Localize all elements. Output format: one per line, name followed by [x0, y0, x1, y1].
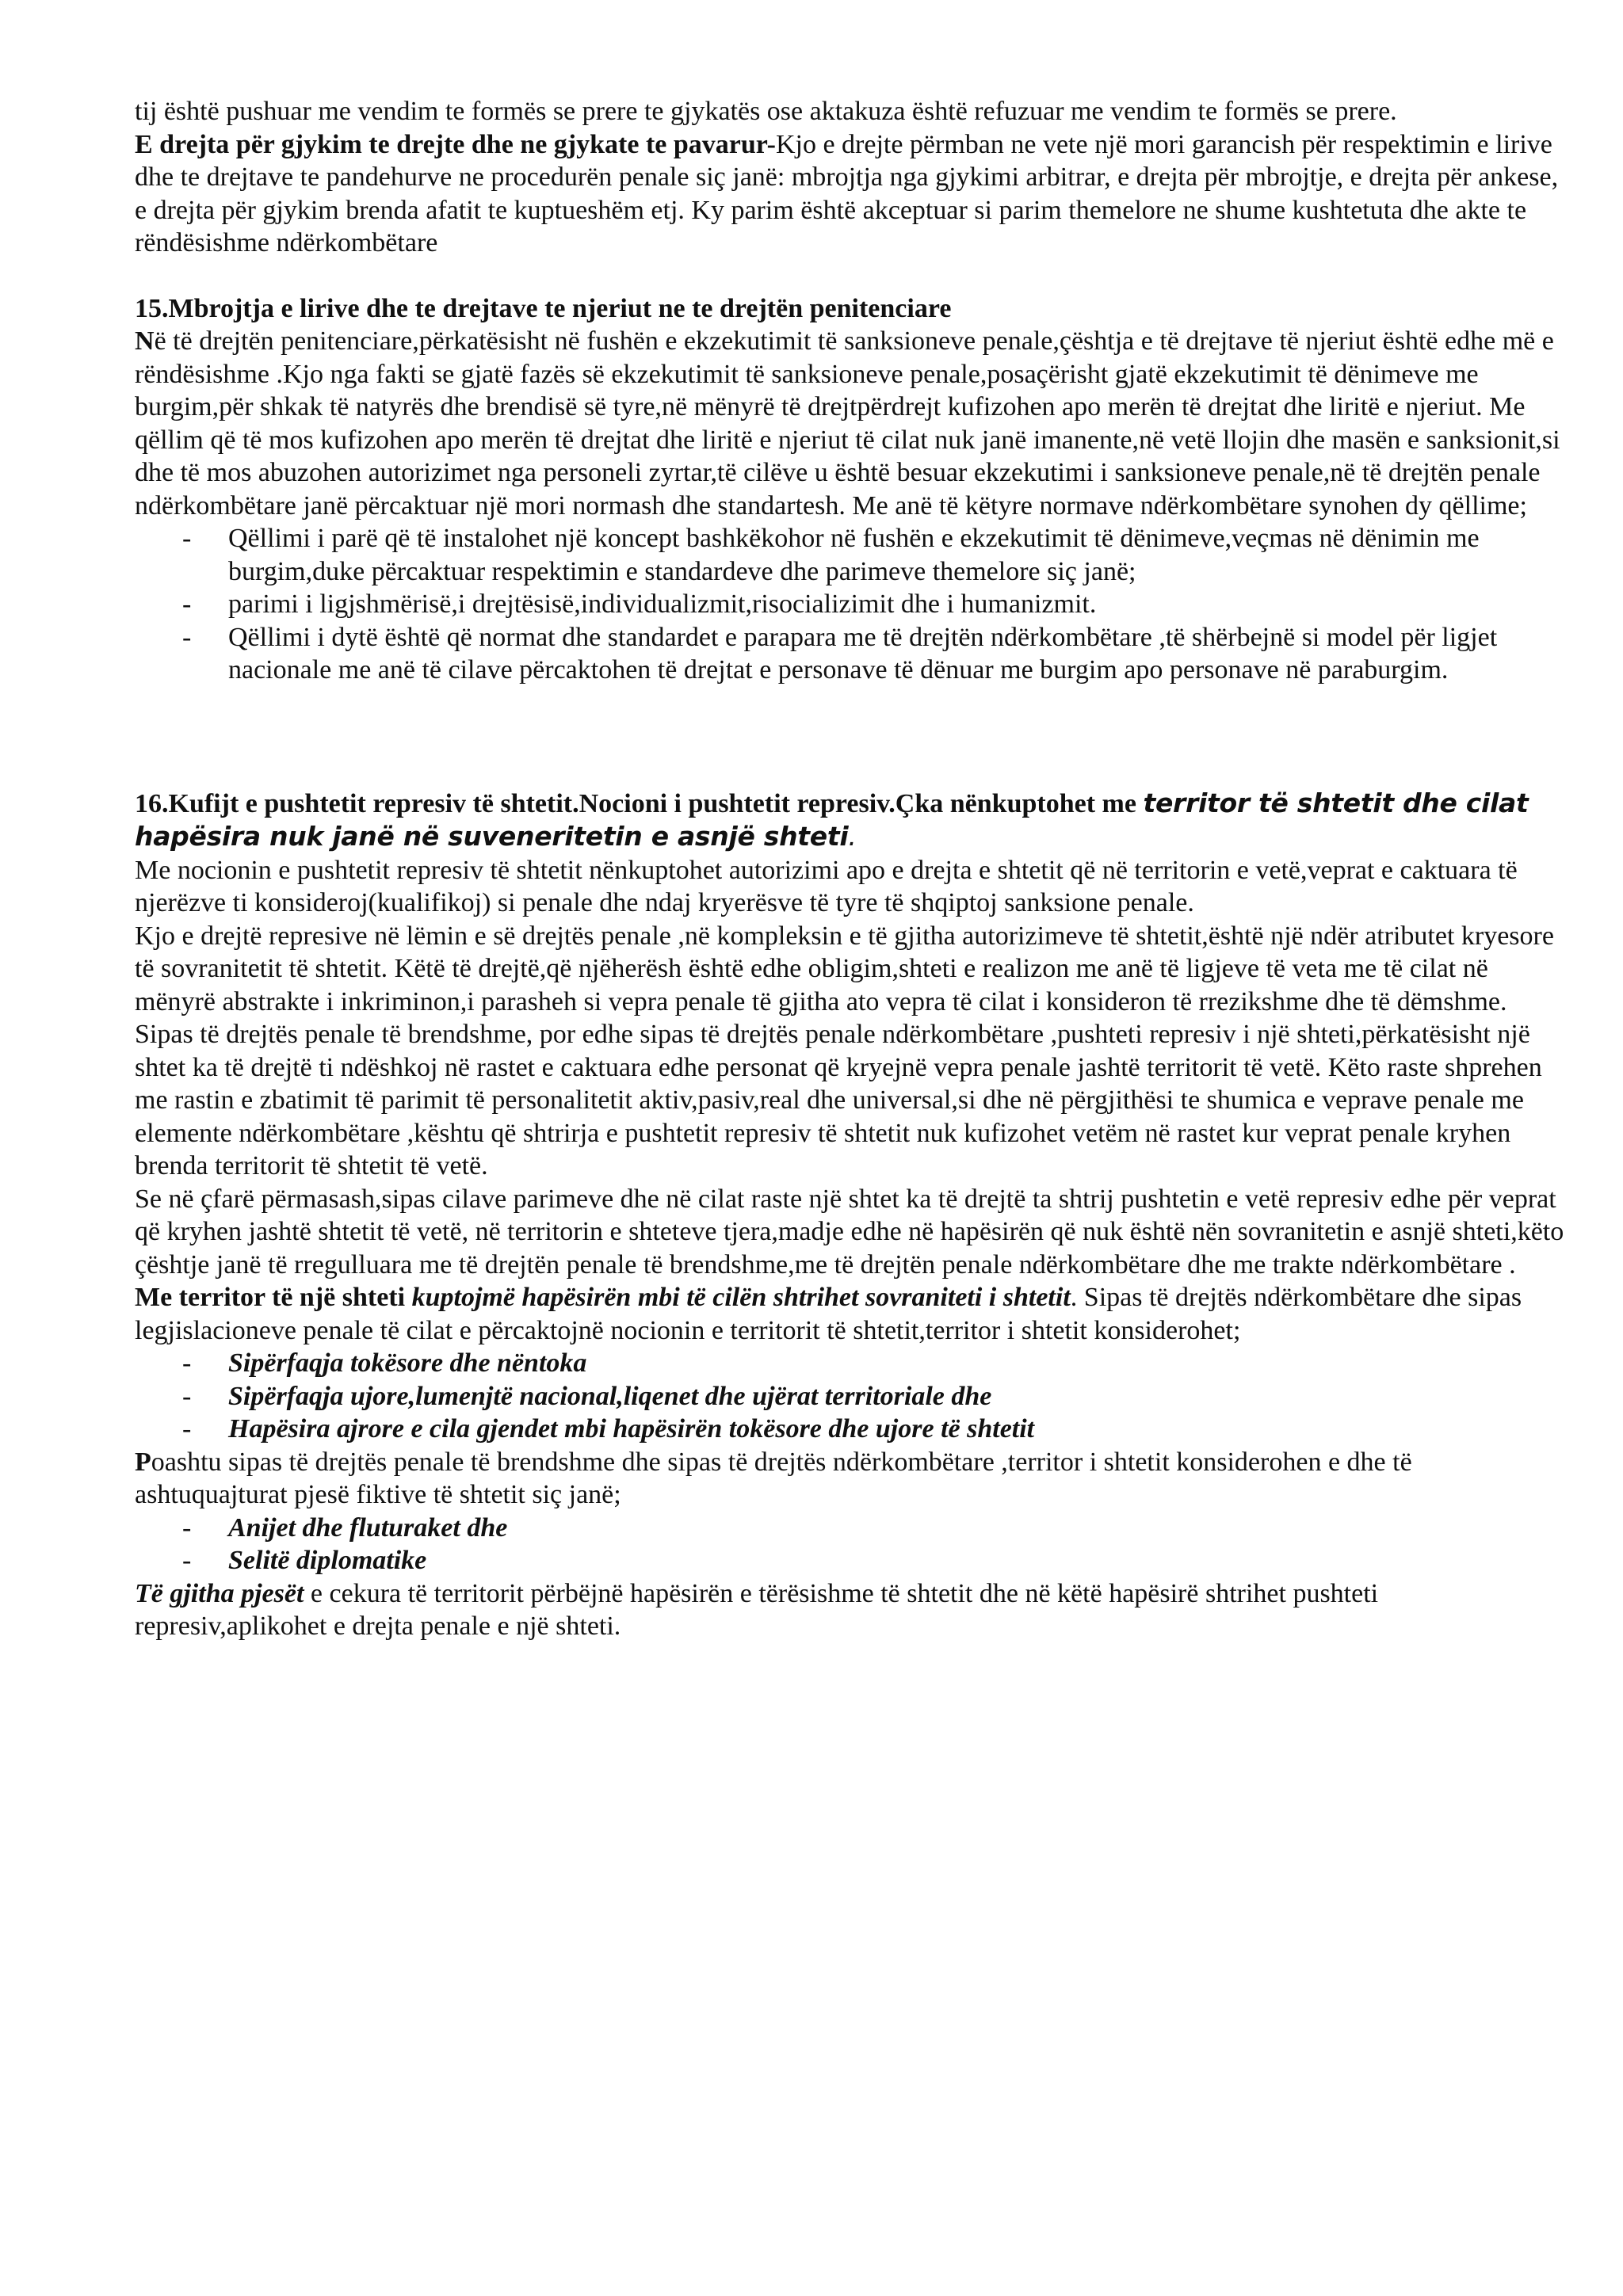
list-item	[182, 588, 1569, 621]
section-15-list	[135, 522, 1569, 687]
section-16-para-5	[135, 1281, 1569, 1347]
territory-list	[135, 1347, 1569, 1446]
para-6-first-letter: P	[135, 1447, 151, 1477]
dash-bullet: -	[182, 1414, 192, 1444]
list-item	[182, 1512, 1569, 1545]
fair-trial-text: Kjo e drejte përmban ne vete një mori garancish për respektimin e lirive dhe te drejtave te pandehurve ne procedurën penale siç janë: mbrojtja nga gjykimi arbitrar, e drejta për mbrojtje, e drejta për ankese, e drejta për gjykim brenda afatit te kuptueshëm etj. Ky parim është akceptuar si parim themelore ne shume kushtetuta dhe akte te rëndësishme ndërkombëtare	[135, 129, 1559, 257]
dash-bullet: -	[182, 524, 192, 553]
fictive-parts-list	[135, 1512, 1569, 1577]
list-item-text: Sipërfaqja ujore,lumenjtë nacional,liqenet dhe ujërat territoriale dhe	[228, 1381, 992, 1411]
dash-bullet: -	[182, 589, 192, 619]
list-item	[182, 1380, 1569, 1413]
section-16-para-7	[135, 1577, 1569, 1643]
section-16-heading-italic: territor të shtetit dhe cilat hapësira nuk janë në suveneritetin e asnjë shteti	[135, 787, 1529, 852]
section-15-text: ë të drejtën penitenciare,përkatësisht në fushën e ekzekutimit të sanksioneve penale,çështja e të drejtave të njeriut është edhe më e rëndësishme .Kjo nga fakti se gjatë fazës së ekzekutimit të sanksioneve penale,posaçërisht gjatë ekzekutimit të dënimeve me burgim,për shkak të natyrës dhe brendisë së tyre,në mënyrë të drejtpërdrejt kufizohen apo merën të drejtat dhe liritë e njeriut. Me qëllim që të mos kufizohen apo merën të drejtat dhe liritë e njeriut të cilat nuk janë imanente,në vetë llojin dhe masën e sanksionit,si dhe të mos abuzohen autorizimet nga personeli zyrtar,të cilëve u është besuar ekzekutimi i sanksioneve penale,në të drejtën penale ndërkombëtare janë përcaktuar një mori normash dhe standartesh. Me anë të këtyre normave ndërkombëtare synohen dy qëllime;	[135, 326, 1560, 521]
paragraph-continuation: tij është pushuar me vendim te formës se prere te gjykatës ose aktakuza është refuzuar me vendim te formës se prere.	[135, 97, 1397, 126]
territory-text: . Sipas të drejtës ndërkombëtare dhe sipas legjislacioneve penale të cilat e përcaktojnë nocionin e territorit të shtetit,territor i shtetit konsiderohet;	[135, 1283, 1522, 1345]
list-item	[182, 1544, 1569, 1577]
list-item-text: parimi i ligjshmërisë,i drejtësisë,individualizmit,risocializimit dhe i humanizmit.	[228, 589, 1097, 619]
territory-definition: kuptojmë hapësirën mbi të cilën shtrihet sovraniteti i shtetit	[411, 1283, 1071, 1312]
list-item	[182, 621, 1569, 687]
dash-bullet: -	[182, 1381, 192, 1411]
list-item	[182, 1413, 1569, 1446]
section-15-heading: 15.Mbrojtja e lirive dhe te drejtave te njeriut ne te drejtën penitenciare	[135, 293, 952, 323]
paragraph-fair-trial	[135, 128, 1569, 260]
list-item-text: Qëllimi i parë që të instalohet një koncept bashkëkohor në fushën e ekzekutimit të dënimeve,veçmas në dënimin me burgim,duke përcaktuar respektimin e standardeve dhe parimeve themelore siç janë;	[228, 524, 1480, 586]
list-item-text: Selitë diplomatike	[228, 1546, 427, 1575]
section-15-body	[135, 325, 1569, 522]
list-item	[182, 1347, 1569, 1380]
dash-bullet: -	[182, 1512, 192, 1543]
para-7-text: e cekura të territorit përbëjnë hapësirën e tërësishme të shtetit dhe në këtë hapësirë shtrihet pushteti represiv,aplikohet e drejta penale e një shteti.	[135, 1578, 1379, 1641]
section-16-heading	[135, 787, 1569, 854]
section-15-first-letter: N	[135, 326, 155, 356]
dash-bullet: -	[182, 622, 192, 652]
section-16-heading-end: .	[848, 821, 857, 852]
list-item-text: Anijet dhe fluturaket dhe	[228, 1512, 508, 1543]
fair-trial-title: E drejta për gjykim te drejte dhe ne gjykate te pavarur-	[135, 129, 776, 159]
list-item-text: Hapësira ajrore e cila gjendet mbi hapësirën tokësore dhe ujore të shtetit	[228, 1414, 1035, 1444]
para-7-emphasis: Të gjitha pjesët	[135, 1578, 304, 1608]
list-item-text: Qëllimi i dytë është që normat dhe standardet e parapara me të drejtën ndërkombëtare ,të shërbejnë si model për ligjet nacionale me anë të cilave përcaktohen të drejtat e personave të dënuar me burgim apo personave në paraburgim.	[228, 622, 1498, 685]
document-page	[135, 95, 1569, 1643]
territory-term: Me territor të një shteti	[135, 1283, 412, 1312]
para-6-text: oashtu sipas të drejtës penale të brendshme dhe sipas të drejtës ndërkombëtare ,territor i shtetit konsiderohen e dhe të ashtuquajturat pjesë fiktive të shtetit siç janë;	[135, 1447, 1412, 1509]
dash-bullet: -	[182, 1348, 192, 1378]
list-item	[182, 522, 1569, 588]
section-16-para-4: Se në çfarë përmasash,sipas cilave parimeve dhe në cilat raste një shtet ka të drejtë ta shtrij pushtetin e vetë represiv edhe për veprat që kryhen jashtë shtetit të vetë, në territorin e shteteve tjera,madje edhe në hapësirën që nuk është nën sovranitetin e asnjë shteti,këto çështje janë të rregulluara me të drejtën penale të brendshme,me të drejtën penale ndërkombëtare dhe me trakte ndërkombëtare .	[135, 1184, 1564, 1280]
section-16-para-6	[135, 1446, 1569, 1512]
dash-bullet: -	[182, 1546, 192, 1575]
list-item-text: Sipërfaqja tokësore dhe nëntoka	[228, 1348, 587, 1378]
section-16-para-1: Me nocionin e pushtetit represiv të shtetit nënkuptohet autorizimi apo e drejta e shtetit që në territorin e vetë,veprat e caktuara të njerëzve ti konsideroj(kualifikoj) si penale dhe ndaj kryerësve të tyre të shqiptoj sanksione penale.	[135, 855, 1518, 917]
section-16-heading-bold: 16.Kufijt e pushtetit represiv të shtetit.Nocioni i pushtetit represiv.Çka nënkuptohet me	[135, 788, 1144, 818]
section-16-para-2: Kjo e drejtë represive në lëmin e së drejtës penale ,në kompleksin e të gjitha autorizimeve të shtetit,është një ndër atributet kryesore të sovranitetit të shtetit. Këtë të drejtë,që njëherësh është edhe obligim,shteti e realizon me anë të ligjeve të veta me të cilat në mënyrë abstrakte i inkriminon,i parasheh si vepra penale të gjitha ato vepra të cilat i konsideron të rrezikshme dhe të dëmshme.	[135, 921, 1554, 1016]
section-16-para-3: Sipas të drejtës penale të brendshme, por edhe sipas të drejtës penale ndërkombëtare ,pushteti represiv i një shteti,përkatësisht një shtet ka të drejtë ti ndëshkoj në rastet e caktuara edhe personat që kryejnë vepra penale jashtë territorit të vetë. Këto raste shprehen me rastin e zbatimit të parimit të personalitetit aktiv,pasiv,real dhe universal,si dhe në përgjithësi te shumica e veprave penale me elemente ndërkombëtare ,kështu që shtrirja e pushtetit represiv të shtetit nuk kufizohet vetëm në rastet kur veprat penale kryhen brenda territorit të shtetit të vetë.	[135, 1020, 1542, 1180]
